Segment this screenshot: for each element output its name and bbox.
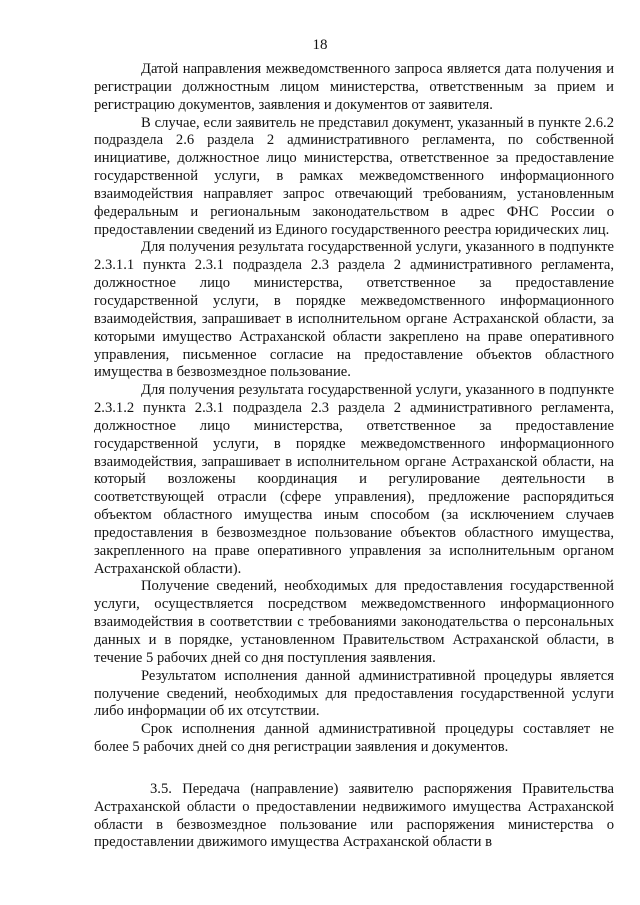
paragraph-procedure-term: Срок исполнения данной административной процедуры составляет не более 5 рабочих дней со дня регистрации заявления и документов. [94, 721, 614, 756]
page-number: 18 [312, 37, 328, 53]
paragraph-procedure-result: Результатом исполнения данной административной процедуры является получение сведений, необходимых для предоставления государственной услуги либо информации об их отсутствии. [94, 667, 614, 720]
paragraph-consent-request: Для получения результата государственной услуги, указанного в подпункте 2.3.1.1 пункта 2.3.1 подраздела 2.3 раздела 2 административного регламента, должностное лицо министерства, ответственное за предоставление государственной услуги, в порядке межведомственного информационного взаимодействия, запрашивает в исполнительном органе Астраханской области, за которыми имущество Астраханской области закреплено на праве оперативного управления, письменное согласие на предоставление объектов областного имущества в безвозмездное пользование. [94, 239, 614, 381]
paragraph-proposal-request: Для получения результата государственной услуги, указанного в подпункте 2.3.1.2 пункта 2.3.1 подраздела 2.3 раздела 2 административного регламента, должностное лицо министерства, ответственное за предоставление государственной услуги, в порядке межведомственного информационного взаимодействия, запрашивает в исполнительном органе Астраханской области, на который возложены координация и регулирование деятельности в соответствующей отрасли (сфере управления), предложение распорядиться объектом областного имущества иным способом (за исключением случаев предоставления в безвозмездное пользование объектов областного имущества, закрепленного на праве оперативного управления за исполнительным органом Астраханской области). [94, 382, 614, 577]
paragraph-egrul-request: В случае, если заявитель не представил документ, указанный в пункте 2.6.2 подраздела 2.6 раздела 2 административного регламента, по собственной инициативе, должностное лицо министерства, ответственное за предоставление государственной услуги, в рамках межведомственного информационного взаимодействия направляет запрос отвечающий требованиям, установленным федеральным и региональным законодательством в адрес ФНС России о предоставлении сведений из Единого государственного реестра юридических лиц. [94, 114, 614, 238]
section-3-5-heading: 3.5. Передача (направление) заявителю распоряжения Правительства Астраханской области о предоставлении недвижимого имущества Астраханской области в безвозмездное пользование или распоряжения министерства о предоставлении движимого имущества Астраханской области в [94, 780, 614, 851]
document-body [94, 61, 614, 852]
paragraph-request-date: Датой направления межведомственного запроса является дата получения и регистрации должностным лицом министерства, ответственным за прием и регистрацию документов, заявления и документов от заявителя. [94, 61, 614, 113]
paragraph-information-exchange: Получение сведений, необходимых для предоставления государственной услуги, осуществляется посредством межведомственного информационного взаимодействия в соответствии с требованиями законодательства о персональных данных и в порядке, установленном Правительством Астраханской области, в течение 5 рабочих дней со дня поступления заявления. [94, 578, 614, 666]
